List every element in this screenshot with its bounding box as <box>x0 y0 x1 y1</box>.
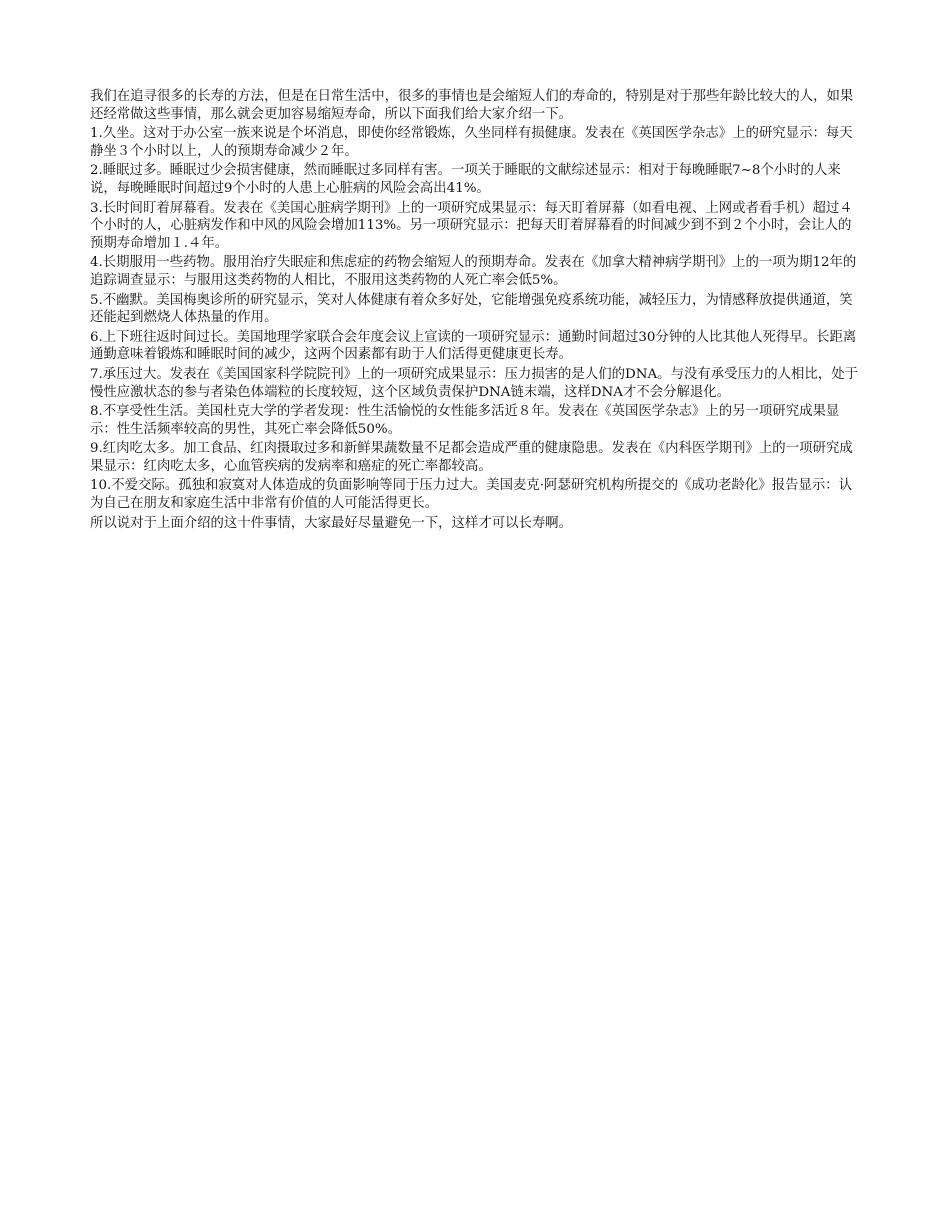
item-paragraph-1: 1.久坐。这对于办公室一族来说是个坏消息，即使你经常锻炼，久坐同样有损健康。发表在《英国医学杂志》上的研究显示：每天静坐３个小时以上，人的预期寿命减少２年。 <box>90 126 853 159</box>
item-paragraph-6: 6.上下班往返时间过长。美国地理学家联合会年度会议上宣读的一项研究显示：通勤时间超过30分钟的人比其他人死得早。长距离通勤意味着锻炼和睡眠时间的减少，这两个因素都有助于人们活得更健康更长寿。 <box>90 329 857 363</box>
document-body <box>90 88 862 534</box>
item-paragraph-2: 2.睡眠过多。睡眠过少会损害健康，然而睡眠过多同样有害。一项关于睡眠的文献综述显示：相对于每晚睡眠7~8个小时的人来说，每晚睡眠时间超过9个小时的人患上心脏病的风险会高出41%。 <box>90 163 841 196</box>
item-paragraph-8: 8.不享受性生活。美国杜克大学的学者发现：性生活愉悦的女性能多活近８年。发表在《英国医学杂志》上的另一项研究成果显示：性生活频率较高的男性，其死亡率会降低50%。 <box>90 404 840 437</box>
intro-paragraph: 我们在追寻很多的长寿的方法，但是在日常生活中，很多的事情也是会缩短人们的寿命的，特别是对于那些年龄比较大的人，如果还经常做这些事情，那么就会更加容易缩短寿命，所以下面我们给大家介绍一下。 <box>90 89 854 122</box>
item-paragraph-5: 5.不幽默。美国梅奥诊所的研究显示，笑对人体健康有着众多好处，它能增强免疫系统功能，减轻压力，为情感释放提供通道，笑还能起到燃烧人体热量的作用。 <box>90 292 853 326</box>
item-paragraph-9: 9.红肉吃太多。加工食品、红肉摄取过多和新鲜果蔬数量不足都会造成严重的健康隐患。发表在《内科医学期刊》上的一项研究成果显示：红肉吃太多，心血管疾病的发病率和癌症的死亡率都较高。 <box>90 441 853 474</box>
item-paragraph-3: 3.长时间盯着屏幕看。发表在《美国心脏病学期刊》上的一项研究成果显示：每天盯着屏幕（如看电视、上网或者看手机）超过４个小时的人，心脏病发作和中风的风险会增加113%。另一项研究显示：把每天盯着屏幕看的时间减少到不到２个小时，会让人的预期寿命增加１.４年。 <box>90 200 853 251</box>
item-paragraph-7: 7.承压过大。发表在《美国国家科学院院刊》上的一项研究成果显示：压力损害的是人们的DNA。与没有承受压力的人相比，处于慢性应激状态的参与者染色体端粒的长度较短，这个区域负责保护DNA链末端，这样DNA才不会分解退化。 <box>90 366 858 400</box>
item-paragraph-4: 4.长期服用一些药物。服用治疗失眠症和焦虑症的药物会缩短人的预期寿命。发表在《加拿大精神病学期刊》上的一项为期12年的追踪调查显示：与服用这类药物的人相比，不服用这类药物的人死亡率会低5%。 <box>90 255 857 288</box>
item-paragraph-10: 10.不爱交际。孤独和寂寞对人体造成的负面影响等同于压力过大。美国麦克·阿瑟研究机构所提交的《成功老龄化》报告显示：认为自己在朋友和家庭生活中非常有价值的人可能活得更长。 <box>90 478 853 512</box>
conclusion-paragraph: 所以说对于上面介绍的这十件事情，大家最好尽量避免一下，这样才可以长寿啊。 <box>90 515 573 531</box>
